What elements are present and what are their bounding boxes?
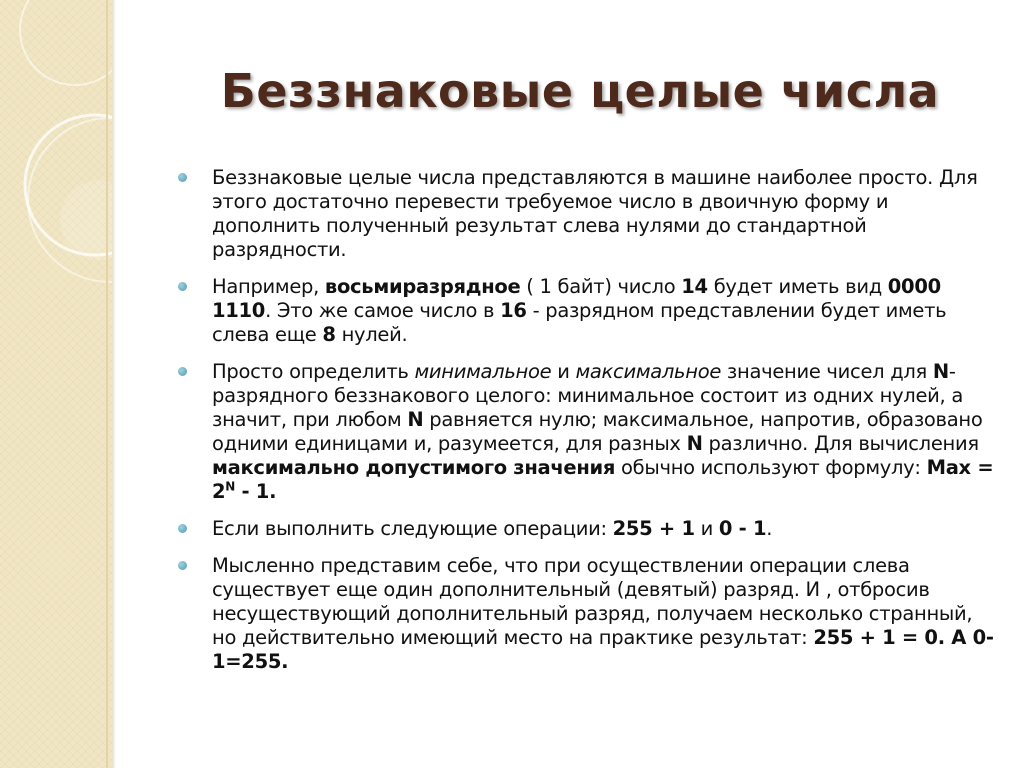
- sidebar-shadow: [112, 0, 116, 768]
- sidebar-divider-line: [106, 0, 108, 768]
- bullet-2-number: 16: [500, 299, 527, 322]
- bullet-2-binary-value: 0000 1110: [212, 275, 941, 322]
- bullet-3-bold-term: максимально допустимого значения: [212, 456, 616, 479]
- bullet-2-text: нулей.: [335, 323, 408, 346]
- bullet-item-4: [178, 517, 998, 541]
- bullet-3-italic-term: минимальное: [414, 360, 552, 383]
- bullet-item-3: [178, 360, 998, 504]
- bullet-item-5: [178, 554, 998, 674]
- bullet-3-variable: N: [686, 432, 703, 455]
- bullet-3-text: Просто определить: [212, 360, 415, 383]
- bullet-item-2: [178, 275, 998, 347]
- bullet-4-expression: 0 - 1: [718, 517, 767, 540]
- decorative-circles-graphic: [0, 0, 112, 768]
- slide-title: Беззнаковые целые числа: [220, 64, 940, 118]
- bullet-5-text: Мысленно представим себе, что при осуществлении операции слева существует еще один дополнительный (девятый) разряд. И , отбросив несуществующий дополнительный разряд, получаем несколько странный, но действительно имеющий место на практике результат:: [212, 554, 973, 649]
- bullet-4-text: и: [694, 517, 719, 540]
- bullet-3-text: значение чисел для: [721, 360, 933, 383]
- decorative-sidebar: [0, 0, 112, 768]
- bullet-2-number: 14: [681, 275, 708, 298]
- bullet-5-result: 255 + 1 = 0. А 0-1=255.: [212, 626, 994, 673]
- bullet-4-expression: 255 + 1: [612, 517, 695, 540]
- bullet-dot-icon: [178, 173, 187, 182]
- bullet-dot-icon: [178, 282, 187, 291]
- bullet-2-text: - разрядном представлении будет иметь слева еще: [212, 299, 947, 346]
- bullet-2-text: . Это же самое число в: [265, 299, 501, 322]
- bullet-3-formula-exponent: N: [225, 479, 236, 494]
- bullet-3-text: -разрядного беззнакового целого: минимальное состоит из одних нулей, а значит, при любом: [212, 360, 963, 431]
- bullet-dot-icon: [178, 561, 187, 570]
- bullet-4-text: Если выполнить следующие операции:: [212, 517, 613, 540]
- bullet-3-formula: Max = 2: [212, 456, 994, 503]
- bullet-item-1: [178, 166, 998, 262]
- bullet-2-number: 8: [322, 323, 336, 346]
- bullet-3-text: различно. Для вычисления: [702, 432, 979, 455]
- bullet-dot-icon: [178, 367, 187, 376]
- bullet-2-text: будет иметь вид: [707, 275, 888, 298]
- bullet-3-text: обычно используют формулу:: [615, 456, 927, 479]
- bullet-2-bold-term: восьмиразрядное: [324, 275, 521, 298]
- bullet-2-text: Например,: [212, 275, 325, 298]
- bullet-2-text: ( 1 байт) число: [520, 275, 682, 298]
- bullet-3-text: равняется нулю; максимальное, напротив, образовано одними единицами и, разумеется, для разных: [212, 408, 983, 455]
- bullet-3-italic-term: максимальное: [575, 360, 722, 383]
- bullet-3-formula: - 1.: [235, 480, 277, 503]
- bullet-list: [178, 166, 998, 687]
- bullet-1-text: Беззнаковые целые числа представляются в машине наиболее просто. Для этого достаточно перевести требуемое число в двоичную форму и дополнить полученный результат слева нулями до стандартной разрядности.: [212, 166, 978, 261]
- bullet-3-variable: N: [407, 408, 424, 431]
- bullet-3-text: и: [551, 360, 576, 383]
- bullet-dot-icon: [178, 524, 187, 533]
- bullet-4-text: .: [766, 517, 773, 540]
- bullet-3-variable: N: [932, 360, 949, 383]
